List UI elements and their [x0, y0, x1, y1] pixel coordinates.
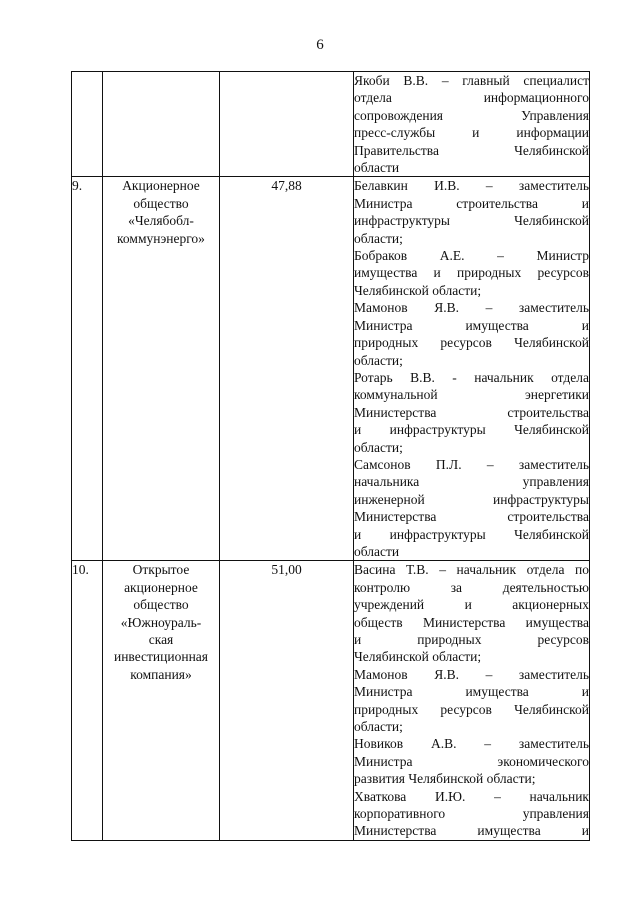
representative-text-line: корпоративного управления [354, 806, 589, 822]
representative-text-line: обществ Министерства имущества [354, 614, 589, 630]
representative-text-line: сопровождения Управления [354, 107, 589, 123]
organization-cell [103, 561, 220, 841]
organization-name-line: общество [133, 597, 189, 613]
representative-text-line: Министра строительства и [354, 195, 589, 211]
organization-name-line: акционерное [124, 579, 198, 595]
representative-text-line: природных ресурсов Челябинской [354, 701, 589, 717]
representative-entry [354, 72, 589, 176]
representative-text-line: Белавкин И.В. – заместитель [354, 178, 589, 194]
organization-name-line: общество [133, 195, 189, 211]
representative-text-line: Правительства Челябинской [354, 142, 589, 158]
table-row [72, 561, 590, 841]
representative-text-line: развития Челябинской области; [354, 771, 536, 787]
representatives-cell [354, 561, 590, 841]
organization-cell [103, 177, 220, 561]
representative-text-line: Самсонов П.Л. – заместитель [354, 456, 589, 472]
representative-entry [354, 666, 589, 736]
representative-text-line: Хваткова И.Ю. – начальник [354, 788, 589, 804]
representative-text-line: Челябинской области; [354, 649, 482, 665]
representative-text-line: Якоби В.В. – главный специалист [354, 73, 589, 88]
representative-text-line: инженерной инфраструктуры [354, 491, 589, 507]
representative-text-line: Министерства строительства [354, 404, 589, 420]
row-number-cell: 10. [72, 561, 103, 841]
organization-cell [103, 72, 220, 177]
organization-name-line: компания» [130, 666, 192, 682]
organization-name-line: ская [148, 632, 174, 647]
organization-name-line: инвестиционная [113, 649, 209, 665]
row-number-cell [72, 72, 103, 177]
representative-text-line: Министерства имущества и [354, 823, 589, 839]
table-body [72, 72, 590, 841]
representative-text-line: Бобраков А.Е. – Министр [354, 248, 589, 264]
organization-name-line: «Челябобл- [128, 213, 194, 229]
representative-text-line: отдела информационного [354, 90, 589, 106]
representative-text-line: контролю за деятельностью [354, 579, 589, 595]
representative-entry [354, 735, 589, 787]
organization-name-line: «Южноураль- [120, 614, 202, 630]
representatives-cell [354, 177, 590, 561]
representative-entry [354, 299, 589, 369]
representative-text-line: Челябинской области; [354, 282, 482, 298]
representative-entry [354, 177, 589, 247]
share-cell [220, 72, 354, 177]
share-cell: 47,88 [220, 177, 354, 561]
representative-text-line: области; [354, 352, 403, 368]
representative-text-line: Министра имущества и [354, 317, 589, 333]
representative-text-line: Министерства строительства [354, 509, 589, 525]
representative-entry [354, 456, 589, 560]
row-number-cell: 9. [72, 177, 103, 561]
representative-text-line: и инфраструктуры Челябинской [354, 422, 589, 438]
organization-name-line: Акционерное [122, 178, 200, 194]
representative-text-line: Васина Т.В. – начальник отдела по [354, 562, 589, 578]
representative-text-line: коммунальной энергетики [354, 387, 589, 403]
representative-text-line: Новиков А.В. – заместитель [354, 736, 589, 752]
representative-entry [354, 247, 589, 299]
representative-text-line: имущества и природных ресурсов [354, 265, 589, 281]
representative-text-line: области; [354, 719, 403, 735]
representatives-cell [354, 72, 590, 177]
representative-text-line: пресс-службы и информации [354, 125, 589, 141]
representative-text-line: природных ресурсов Челябинской [354, 335, 589, 351]
representative-text-line: области [354, 160, 400, 176]
representatives-table [71, 71, 590, 841]
table-row [72, 177, 590, 561]
representative-text-line: начальника управления [354, 474, 589, 490]
representative-text-line: Министра экономического [354, 753, 589, 769]
representative-entry [354, 561, 589, 665]
representative-text-line: Мамонов Я.В. – заместитель [354, 300, 589, 316]
representative-text-line: учреждений и акционерных [354, 597, 589, 613]
representative-text-line: Мамонов Я.В. – заместитель [354, 666, 589, 682]
representative-text-line: и инфраструктуры Челябинской [354, 526, 589, 542]
representative-text-line: области; [354, 439, 403, 455]
page-number: 6 [316, 37, 324, 53]
representative-text-line: области; [354, 230, 403, 246]
representative-text-line: области [354, 543, 400, 559]
table-row [72, 72, 590, 177]
share-cell: 51,00 [220, 561, 354, 841]
representative-text-line: Ротарь В.В. - начальник отдела [354, 369, 589, 385]
organization-name-line: Открытое [132, 562, 190, 578]
representative-entry [354, 369, 589, 456]
representative-text-line: и природных ресурсов [354, 632, 589, 647]
representative-entry [354, 788, 589, 840]
representative-text-line: Министра имущества и [354, 684, 589, 700]
representative-text-line: инфраструктуры Челябинской [354, 213, 589, 229]
organization-name-line: коммунэнерго» [117, 230, 205, 246]
